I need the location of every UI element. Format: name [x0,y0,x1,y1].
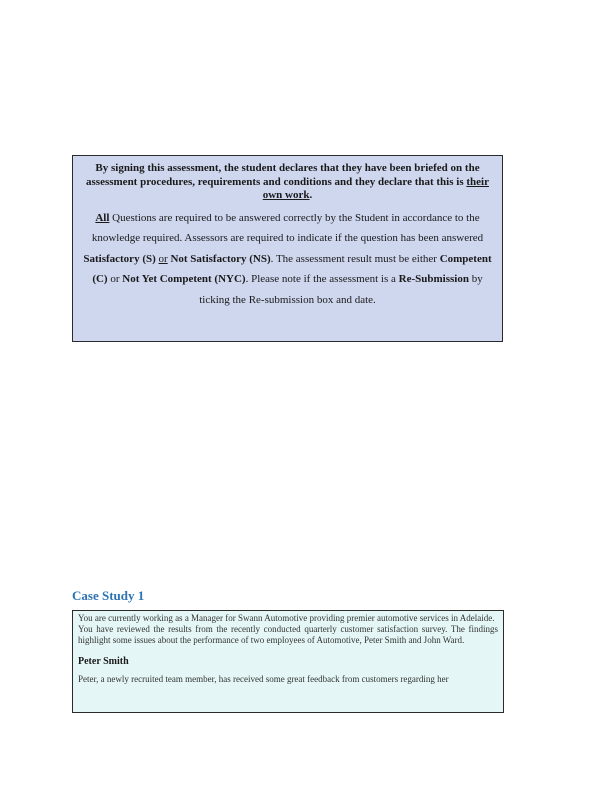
resubmission-term: Re-Submission [398,273,469,285]
declaration-heading [79,162,496,203]
instructions-text-4: by ticking the Re-submission box and date. [199,273,483,306]
case-paragraph-3: Peter, a newly recruited team member, has received some great feedback from customers regarding her [78,674,449,684]
instructions-text-1: Questions are required to be answered correctly by the Student in accordance to the knowledge required. Assessors are required to indicate if the question has been answered [91,211,484,244]
employee-name-heading: Peter Smith [78,656,129,667]
or-plain: or [107,273,123,285]
competent-term: Competent (C) [92,252,492,285]
instructions-text-3: . Please note if the assessment is a [245,273,399,285]
not-satisfactory-term: Not Satisfactory (NS) [170,252,271,265]
case-paragraph-1: You are currently working as a Manager for Swann Automotive providing premier automotive services in Adelaide. [78,613,495,623]
declaration-box [72,155,503,342]
declaration-heading-text: By signing this assessment, the student declares that they have been briefed on the assessment procedures, requirements and conditions and they declare that this is [86,162,480,188]
case-study-title: Case Study 1 [72,588,145,603]
or-emphasis: or [158,252,168,265]
satisfactory-term: Satisfactory (S) [83,252,156,265]
declaration-instructions [79,208,496,311]
own-work-emphasis: their own work [262,175,489,201]
not-yet-competent-term: Not Yet Competent (NYC) [122,273,246,285]
case-paragraph-2: You have reviewed the results from the recently conducted quarterly customer satisfaction survey. The findings highlight some issues about the performance of two employees of Automotive, Peter Smith and John Ward. [78,624,498,645]
all-emphasis: All [95,211,110,224]
heading-period: . [309,189,313,201]
case-study-box [72,610,504,713]
instructions-text-2: . The assessment result must be either [270,252,440,265]
